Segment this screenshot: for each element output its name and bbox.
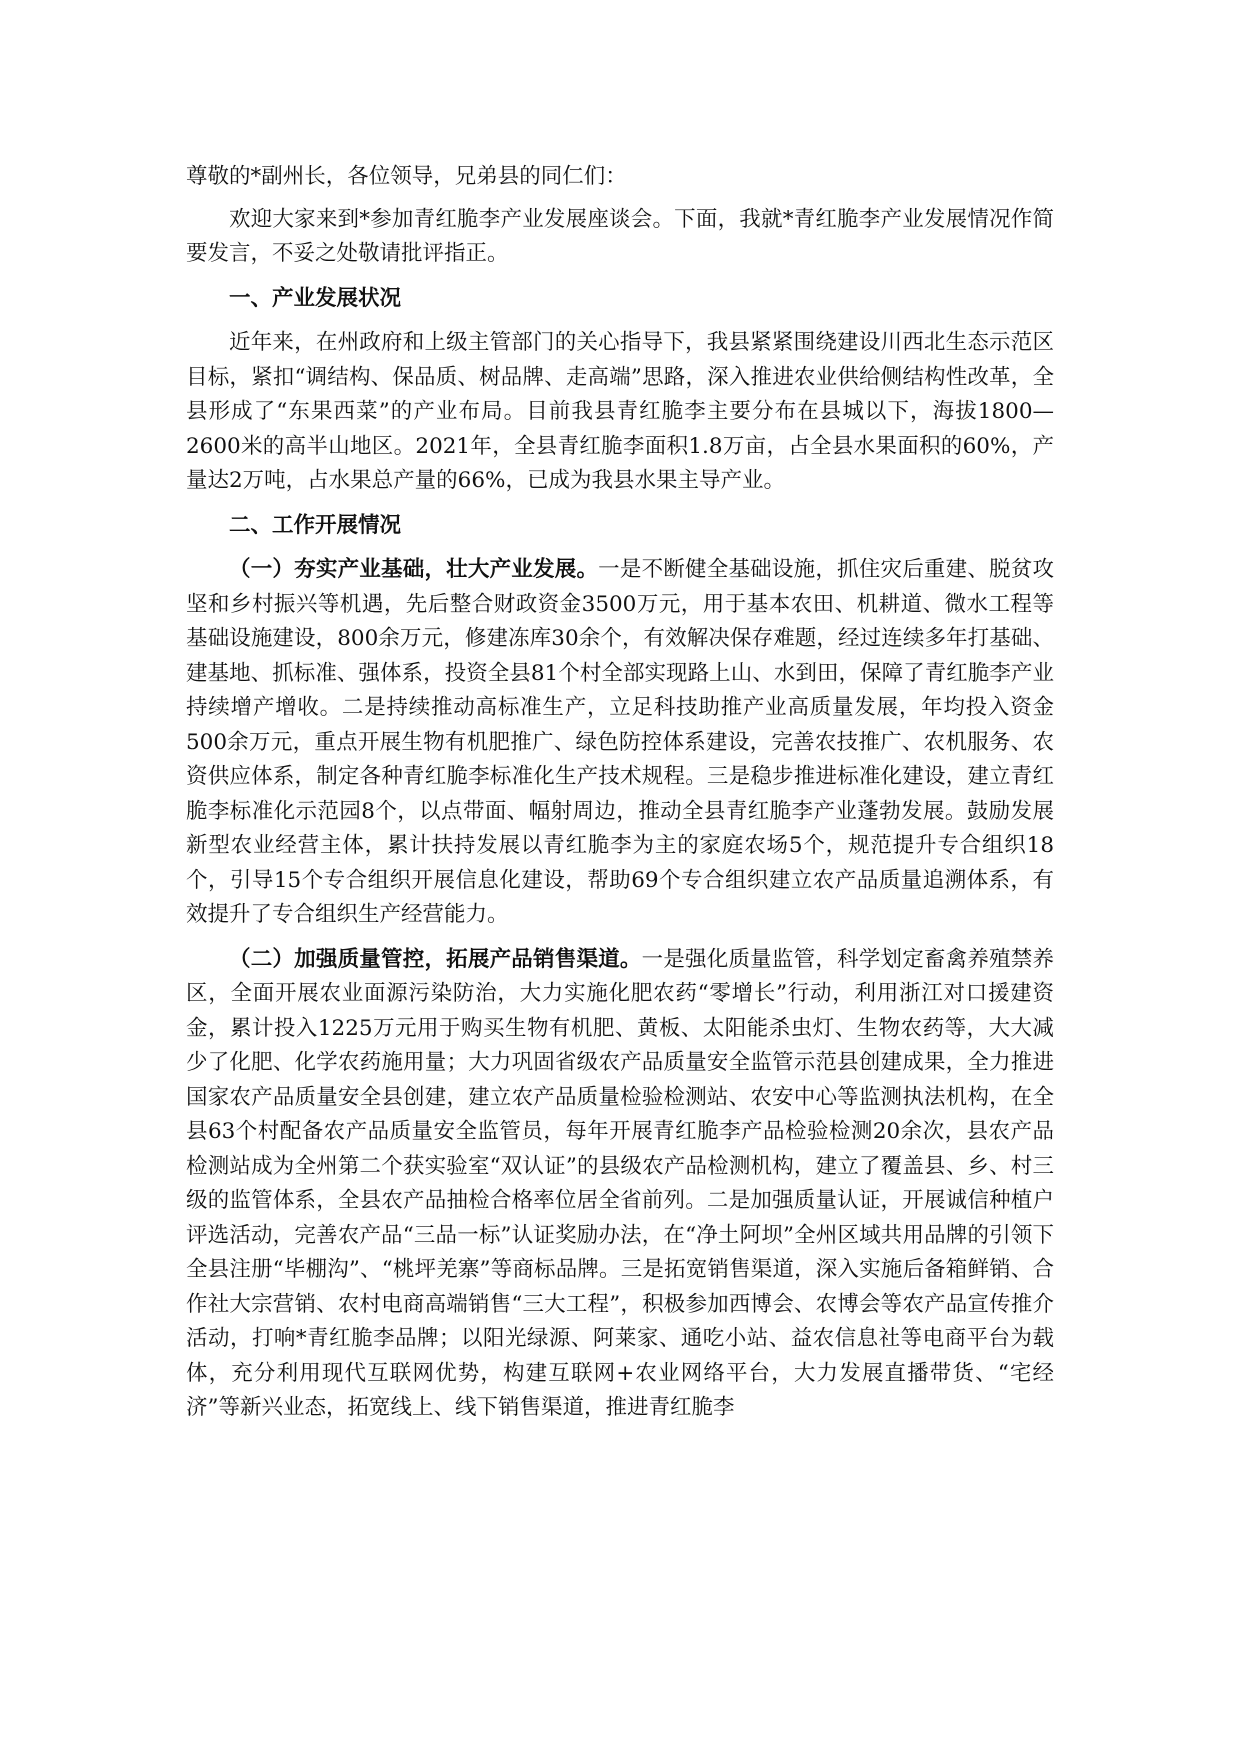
subsection-2-body: 一是强化质量监管，科学划定畜禽养殖禁养区，全面开展农业面源污染防治，大力实施化肥农药“零增长”行动，利用浙江对口援建资金，累计投入1225万元用于购买生物有机肥、黄板、太阳能杀虫灯、生物农药等，大大减少了化肥、化学农药施用量；大力巩固省级农产品质量安全监管示范县创建成果，全力推进国家农产品质量安全县创建，建立农产品质量检验检测站、农安中心等监测执法机构，在全县63个村配备农产品质量安全监管员，每年开展青红脆李产品检验检测20余次，县农产品检测站成为全州第二个获实验室“双认证”的县级农产品检测机构，建立了覆盖县、乡、村三级的监管体系，全县农产品抽检合格率位居全省前列。二是加强质量认证，开展诚信种植户评选活动，完善农产品“三品一标”认证奖励办法，在“净土阿坝”全州区域共用品牌的引领下全县注册“毕棚沟”、“桃坪羌寨”等商标品牌。三是拓宽销售渠道，深入实施后备箱鲜销、合作社大宗营销、农村电商高端销售“三大工程”，积极参加西博会、农博会等农产品宣传推介活动，打响*青红脆李品牌；以阳光绿源、阿莱家、通吃小站、益农信息社等电商平台为载体，充分利用现代互联网优势，构建互联网+农业网络平台，大力发展直播带货、“宅经济”等新兴业态，拓宽线上、线下销售渠道，推进青红脆李 (186, 946, 1054, 1420)
salutation: 尊敬的*副州长，各位领导，兄弟县的同仁们： (186, 164, 627, 189)
section-1-heading: 一、产业发展状况 (229, 285, 402, 311)
subsection-1-paragraph (186, 553, 1054, 933)
section-2-heading: 二、工作开展情况 (229, 512, 402, 538)
section-1-paragraph: 近年来，在州政府和上级主管部门的关心指导下，我县紧紧围绕建设川西北生态示范区目标，紧扣“调结构、保品质、树品牌、走高端”思路，深入推进农业供给侧结构性改革，全县形成了“东果西菜”的产业布局。目前我县青红脆李主要分布在县城以下，海拔1800—2600米的高半山地区。2021年，全县青红脆李面积1.8万亩，占全县水果面积的60%，产量达2万吨，占水果总产量的66%，已成为我县水果主导产业。 (186, 330, 1054, 493)
subsection-2-paragraph (186, 943, 1054, 1426)
document-page (186, 160, 1054, 1426)
subsection-2-title: （二）加强质量管控，拓展产品销售渠道。 (229, 946, 642, 972)
intro-paragraph: 欢迎大家来到*参加青红脆李产业发展座谈会。下面，我就*青红脆李产业发展情况作简要发言，不妥之处敬请批评指正。 (186, 206, 1054, 266)
subsection-1-title: （一）夯实产业基础，壮大产业发展。 (229, 557, 599, 582)
subsection-1-body: 一是不断健全基础设施，抓住灾后重建、脱贫攻坚和乡村振兴等机遇，先后整合财政资金3500万元，用于基本农田、机耕道、微水工程等基础设施建设，800余万元，修建冻库30余个，有效解决保存难题，经过连续多年打基础、建基地、抓标准、强体系，投资全县81个村全部实现路上山、水到田，保障了青红脆李产业持续增产增收。二是持续推动高标准生产，立足科技助推产业高质量发展，年均投入资金500余万元，重点开展生物有机肥推广、绿色防控体系建设，完善农技推广、农机服务、农资供应体系，制定各种青红脆李标准化生产技术规程。三是稳步推进标准化建设，建立青红脆李标准化示范园8个，以点带面、幅射周边，推动全县青红脆李产业蓬勃发展。鼓励发展新型农业经营主体，累计扶持发展以青红脆李为主的家庭农场5个，规范提升专合组织18个，引导15个专合组织开展信息化建设，帮助69个专合组织建立农产品质量追溯体系，有效提升了专合组织生产经营能力。 (186, 557, 1054, 927)
